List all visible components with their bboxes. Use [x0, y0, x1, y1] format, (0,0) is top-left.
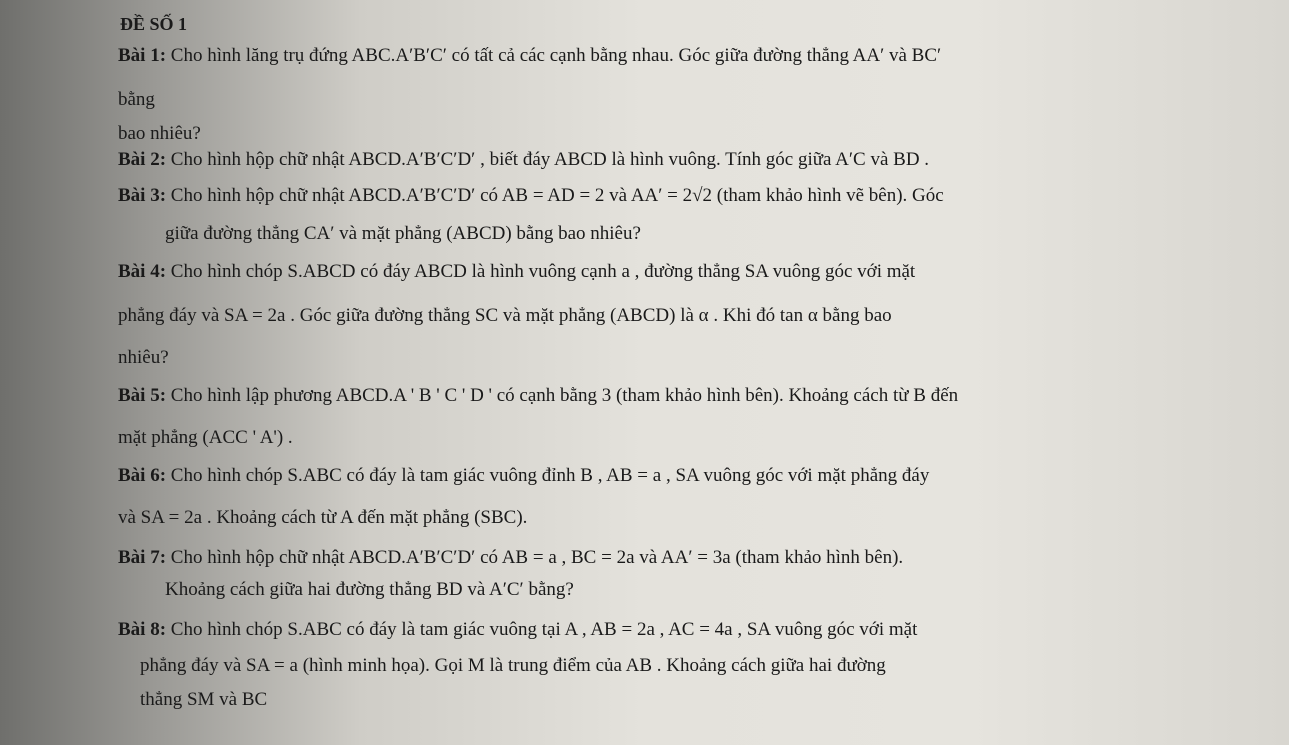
problem-5-label: Bài 5:: [118, 385, 167, 406]
problem-4-line-3: nhiêu?: [118, 347, 169, 368]
problem-1-text: Cho hình lăng trụ đứng ABC.A′B′C′ có tất cả các cạnh bằng nhau. Góc giữa đường thẳng AA′ và BC′: [170, 45, 942, 66]
problem-4-line-2: phẳng đáy và SA = 2a . Góc giữa đường thẳng SC và mặt phẳng (ABCD) là α . Khi đó tan α bằng bao: [118, 305, 892, 326]
problem-1-label: Bài 1:: [118, 45, 167, 66]
problem-1-line-2: bằng: [118, 89, 155, 110]
problem-5-line-1: [118, 384, 958, 408]
problem-3-text: Cho hình hộp chữ nhật ABCD.A′B′C′D′ có AB = AD = 2 và AA′ = 2√2 (tham khảo hình vẽ bên). Góc: [170, 185, 944, 206]
problem-6-line-2: và SA = 2a . Khoảng cách từ A đến mặt phẳng (SBC).: [118, 507, 528, 528]
problem-5-line-2: mặt phẳng (ACC ' A') .: [118, 427, 293, 448]
problem-3-line-1: [118, 184, 944, 208]
problem-8-text: Cho hình chóp S.ABC có đáy là tam giác vuông tại A , AB = 2a , AC = 4a , SA vuông góc với mặt: [170, 619, 918, 640]
problem-3-label: Bài 3:: [118, 185, 167, 206]
problem-3-line-2: giữa đường thẳng CA′ và mặt phẳng (ABCD) bằng bao nhiêu?: [165, 223, 641, 244]
problem-2-line-1: [118, 148, 929, 172]
problem-8-line-3: thẳng SM và BC: [140, 689, 268, 710]
problem-6-label: Bài 6:: [118, 465, 167, 486]
problem-7-text: Cho hình hộp chữ nhật ABCD.A′B′C′D′ có AB = a , BC = 2a và AA′ = 3a (tham khảo hình bên).: [170, 547, 904, 568]
problem-2-label: Bài 2:: [118, 149, 167, 170]
page-heading: ĐỀ SỐ 1: [120, 14, 188, 34]
problem-7-label: Bài 7:: [118, 547, 167, 568]
problem-5-text: Cho hình lập phương ABCD.A ' B ' C ' D ' có cạnh bằng 3 (tham khảo hình bên). Khoảng cách từ B đến: [170, 385, 959, 406]
problem-8-label: Bài 8:: [118, 619, 167, 640]
problem-2-text: Cho hình hộp chữ nhật ABCD.A′B′C′D′ , biết đáy ABCD là hình vuông. Tính góc giữa A′C và BD .: [170, 149, 930, 170]
problem-6-line-1: [118, 464, 929, 488]
problem-6-text: Cho hình chóp S.ABC có đáy là tam giác vuông đỉnh B , AB = a , SA vuông góc với mặt phẳng đáy: [170, 465, 930, 486]
problem-4-label: Bài 4:: [118, 261, 167, 282]
problem-4-text: Cho hình chóp S.ABCD có đáy ABCD là hình vuông cạnh a , đường thẳng SA vuông góc với mặt: [170, 261, 916, 282]
problem-8-line-1: [118, 618, 917, 642]
problem-8-line-2: phẳng đáy và SA = a (hình minh họa). Gọi M là trung điểm của AB . Khoảng cách giữa hai đường: [140, 655, 886, 676]
problem-1-line-3: bao nhiêu?: [118, 123, 201, 144]
problem-7-line-1: [118, 546, 903, 570]
problem-4-line-1: [118, 260, 915, 284]
problem-7-line-2: Khoảng cách giữa hai đường thẳng BD và A′C′ bằng?: [165, 579, 574, 600]
problem-1-line-1: [118, 44, 941, 68]
